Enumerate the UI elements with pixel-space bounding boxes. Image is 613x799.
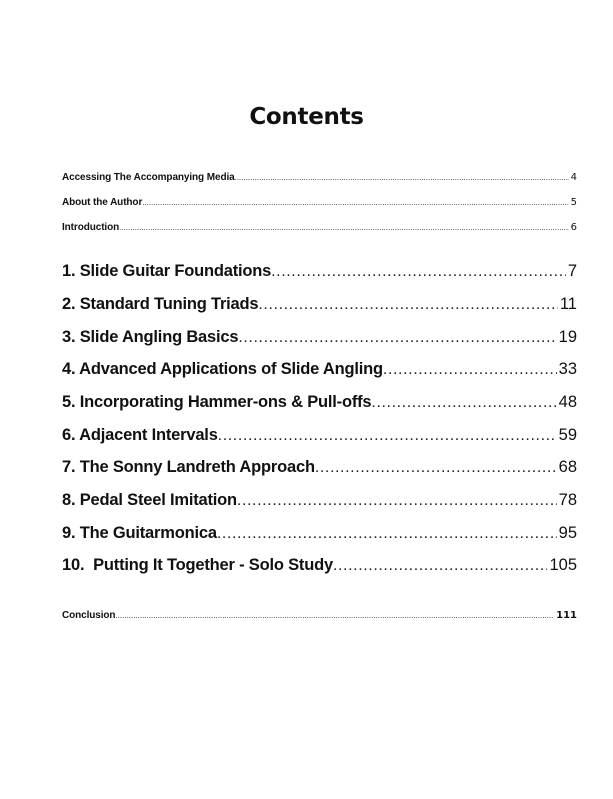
toc-entry-page: 5: [570, 197, 577, 208]
toc-entry-page: 48: [558, 393, 577, 411]
toc-entry-page: 105: [549, 556, 577, 574]
toc-entry-chapter-9[interactable]: [62, 524, 577, 543]
dot-leader: [258, 296, 557, 314]
toc-entry-page: 111: [556, 610, 577, 621]
toc-entry-label: 10. Putting It Together - Solo Study: [62, 556, 333, 574]
toc-entry-label: 3. Slide Angling Basics: [62, 328, 239, 346]
toc-entry-label: 7. The Sonny Landreth Approach: [62, 458, 315, 476]
dot-leader: [371, 394, 556, 412]
toc-entry-page: 4: [570, 172, 577, 183]
toc-entry-label: 9. The Guitarmonica: [62, 524, 217, 542]
toc-entry-page: 68: [558, 458, 577, 476]
toc-entry-page: 33: [558, 360, 577, 378]
toc-entry-chapter-3[interactable]: [62, 328, 577, 347]
toc-entry-chapter-1[interactable]: [62, 262, 577, 281]
toc-entry-chapter-5[interactable]: [62, 393, 577, 412]
dot-leader: [115, 611, 554, 620]
dot-leader: [218, 427, 557, 445]
toc-entry-page: 59: [558, 426, 577, 444]
toc-entry-chapter-8[interactable]: [62, 491, 577, 510]
toc-entry-label: 5. Incorporating Hammer-ons & Pull-offs: [62, 393, 372, 411]
toc-entry-page: 7: [567, 262, 577, 280]
dot-leader: [217, 525, 557, 543]
toc-entry-chapter-2[interactable]: [62, 295, 577, 314]
dot-leader: [237, 492, 557, 510]
toc-entry-page: 95: [558, 524, 577, 542]
toc-entry-label: Accessing The Accompanying Media: [62, 172, 235, 183]
toc-entry-page: 11: [559, 295, 577, 313]
dot-leader: [142, 198, 568, 207]
toc-entry-chapter-7[interactable]: [62, 458, 577, 477]
dot-leader: [315, 459, 557, 477]
dot-leader: [333, 557, 548, 575]
dot-leader: [235, 173, 569, 182]
toc-entry-chapter-6[interactable]: [62, 426, 577, 445]
toc-entry-label: Conclusion: [62, 610, 116, 621]
page-title: Contents: [249, 104, 364, 130]
toc-entry-label: 8. Pedal Steel Imitation: [62, 491, 237, 509]
toc-entry-page: 6: [570, 222, 577, 233]
toc-entry-page: 19: [558, 328, 577, 346]
dot-leader: [271, 263, 566, 281]
dot-leader: [383, 361, 557, 379]
dot-leader: [119, 223, 569, 232]
toc-entry-introduction[interactable]: [62, 222, 577, 233]
toc-entry-chapter-10[interactable]: [62, 556, 577, 575]
toc-entry-label: About the Author: [62, 197, 143, 208]
dot-leader: [238, 329, 556, 347]
toc-entry-label: 6. Adjacent Intervals: [62, 426, 218, 444]
toc-entry-about-author[interactable]: [62, 197, 577, 208]
toc-entry-accessing-media[interactable]: [62, 172, 577, 183]
toc-entry-label: 1. Slide Guitar Foundations: [62, 262, 272, 280]
toc-entry-label: 4. Advanced Applications of Slide Angling: [62, 360, 383, 378]
toc-entry-label: 2. Standard Tuning Triads: [62, 295, 259, 313]
toc-entry-conclusion[interactable]: [62, 610, 577, 621]
toc-entry-label: Introduction: [62, 222, 120, 233]
toc-entry-page: 78: [558, 491, 577, 509]
toc-entry-chapter-4[interactable]: [62, 360, 577, 379]
